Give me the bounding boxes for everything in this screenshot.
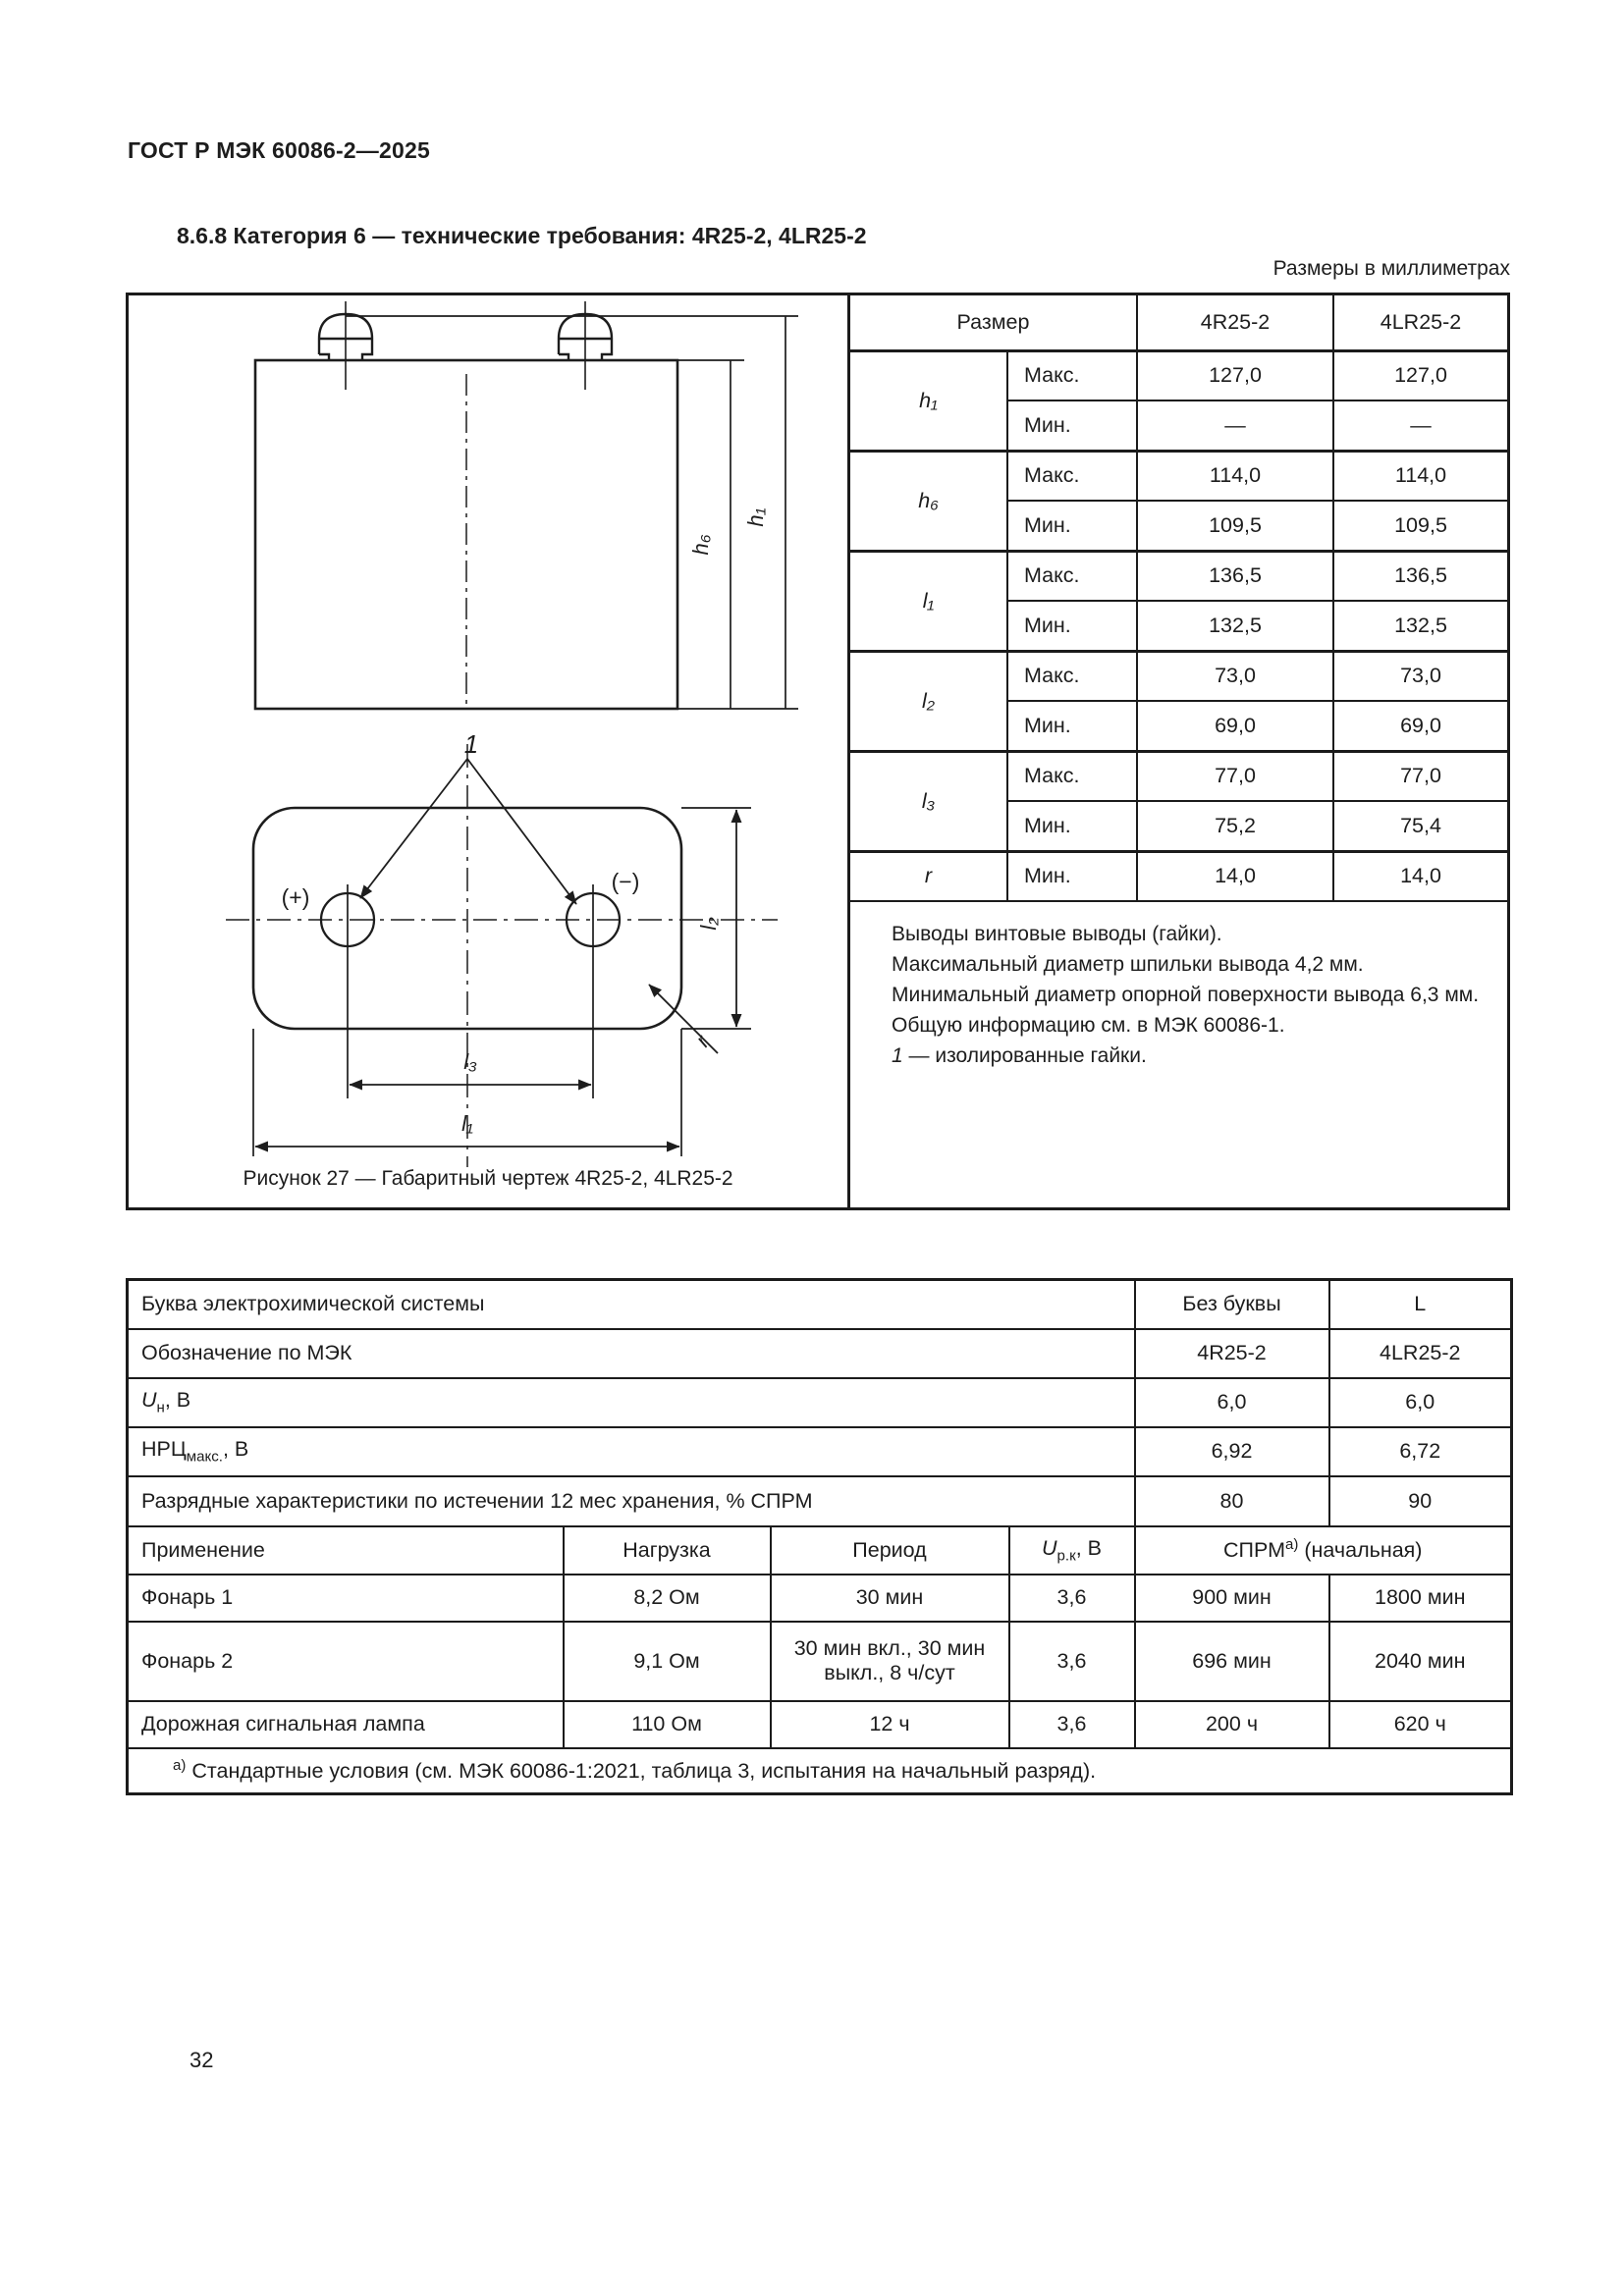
page-number: 32	[189, 2048, 214, 2072]
label-r: r	[689, 1030, 715, 1051]
table-row: r Мин. 14,0 14,0	[850, 851, 1507, 901]
col-cutoff-voltage: $U_{р.к}$, В	[1009, 1526, 1135, 1575]
col-sprm: $СПРМ^{а)}$ (начальная)	[1135, 1526, 1512, 1575]
table-row: Разрядные характеристики по истечении 12 мес хранения, % СПРМ 80 90	[128, 1476, 1512, 1526]
note-stud-diameter: Максимальный диаметр шпильки вывода 4,2 мм.	[892, 953, 1364, 976]
label-plus-terminal: (+)	[281, 884, 310, 910]
units-note: Размеры в миллиметрах	[1272, 257, 1510, 280]
row-nominal-voltage: $U_н$, В	[128, 1378, 1135, 1427]
table-row: Фонарь 1 8,2 Ом 30 мин 3,6 900 мин 1800 мин	[128, 1575, 1512, 1622]
table-row: h₆ Макс. 114,0 114,0	[850, 451, 1507, 501]
callout-arrow-left	[360, 759, 467, 898]
table-row: Мин. 132,5 132,5	[850, 601, 1507, 651]
col-application: Применение	[128, 1526, 564, 1575]
table-row: Мин. 75,2 75,4	[850, 801, 1507, 851]
note-general-info: Общую информацию см. в МЭК 60086-1.	[892, 1014, 1285, 1037]
note-terminals: Выводы винтовые выводы (гайки).	[892, 923, 1222, 945]
dim-col-size: Размер	[850, 295, 1137, 350]
dim-r: r	[850, 851, 1007, 901]
label-l3: l₃	[463, 1049, 477, 1074]
row-flashlight-1: Фонарь 1	[128, 1575, 564, 1622]
table-row: Мин. — —	[850, 400, 1507, 451]
row-discharge-after-storage: Разрядные характеристики по истечении 12 мес хранения, % СПРМ	[128, 1476, 1135, 1526]
table-row: Обозначение по МЭК 4R25-2 4LR25-2	[128, 1329, 1512, 1378]
dimensional-drawing	[129, 295, 850, 1207]
dim-h1: h₁	[850, 350, 1007, 451]
callout-arrow-right	[467, 759, 576, 904]
label-l1: l₁	[461, 1111, 473, 1136]
table-row: Дорожная сигнальная лампа 110 Ом 12 ч 3,6 200 ч 620 ч	[128, 1701, 1512, 1748]
note-insulated-nuts: 1 — изолированные гайки.	[892, 1044, 1147, 1067]
row-ocv-max: $НРЦ_{макс.}$, В	[128, 1427, 1135, 1476]
table-row: $НРЦ_{макс.}$, В 6,92 6,72	[128, 1427, 1512, 1476]
dim-l3: l₃	[850, 751, 1007, 851]
dim-l1: l₁	[850, 551, 1007, 651]
dimension-table	[850, 295, 1507, 902]
label-callout-1: 1	[463, 729, 479, 759]
row-system-letter: Буква электрохимической системы	[128, 1280, 1135, 1329]
label-h1: h₁	[743, 507, 768, 527]
label-minus-terminal: (−)	[611, 869, 640, 894]
dim-h6: h₆	[850, 451, 1007, 551]
table-row: Фонарь 2 9,1 Ом 30 мин вкл., 30 мин выкл., 8 ч/сут 3,6 696 мин 2040 мин	[128, 1622, 1512, 1701]
table-row: Мин. 109,5 109,5	[850, 501, 1507, 551]
col-period: Период	[771, 1526, 1009, 1575]
figure-notes	[850, 902, 1507, 1071]
table-row: Буква электрохимической системы Без буквы L	[128, 1280, 1512, 1329]
figure-27-block	[126, 293, 1510, 1210]
dim-col-4lr25-2: 4LR25-2	[1333, 295, 1507, 350]
figure-dimension-panel	[850, 295, 1507, 1207]
col-load: Нагрузка	[564, 1526, 771, 1575]
spec-table	[126, 1278, 1513, 1795]
table-row: l₁ Макс. 136,5 136,5	[850, 551, 1507, 601]
table-row: h₁ Макс. 127,0 127,0	[850, 350, 1507, 400]
section-title: 8.6.8 Категория 6 — технические требования: 4R25-2, 4LR25-2	[177, 223, 867, 248]
label-l2: l₂	[696, 917, 721, 931]
table-row: l₂ Макс. 73,0 73,0	[850, 651, 1507, 701]
label-h6: h₆	[688, 534, 713, 556]
table-row: Мин. 69,0 69,0	[850, 701, 1507, 751]
figure-caption: Рисунок 27 — Габаритный чертеж 4R25-2, 4LR25-2	[243, 1167, 733, 1190]
row-iec-designation: Обозначение по МЭК	[128, 1329, 1135, 1378]
footnote-row	[128, 1748, 1512, 1794]
terminal-centerlines	[346, 301, 585, 390]
table-footnote: $^{а)}$ Стандартные условия (см. МЭК 60086-1:2021, таблица 3, испытания на начальный разряд).	[128, 1748, 1512, 1794]
figure-drawing-panel	[129, 295, 850, 1207]
dim-l2: l₂	[850, 651, 1007, 751]
application-header-row	[128, 1526, 1512, 1575]
row-road-signal-lamp: Дорожная сигнальная лампа	[128, 1701, 564, 1748]
row-flashlight-2: Фонарь 2	[128, 1622, 564, 1701]
table-row: $U_н$, В 6,0 6,0	[128, 1378, 1512, 1427]
document-header: ГОСТ Р МЭК 60086-2—2025	[128, 137, 430, 163]
dim-col-4r25-2: 4R25-2	[1137, 295, 1333, 350]
table-row: l₃ Макс. 77,0 77,0	[850, 751, 1507, 801]
note-bearing-diameter: Минимальный диаметр опорной поверхности вывода 6,3 мм.	[892, 984, 1480, 1006]
